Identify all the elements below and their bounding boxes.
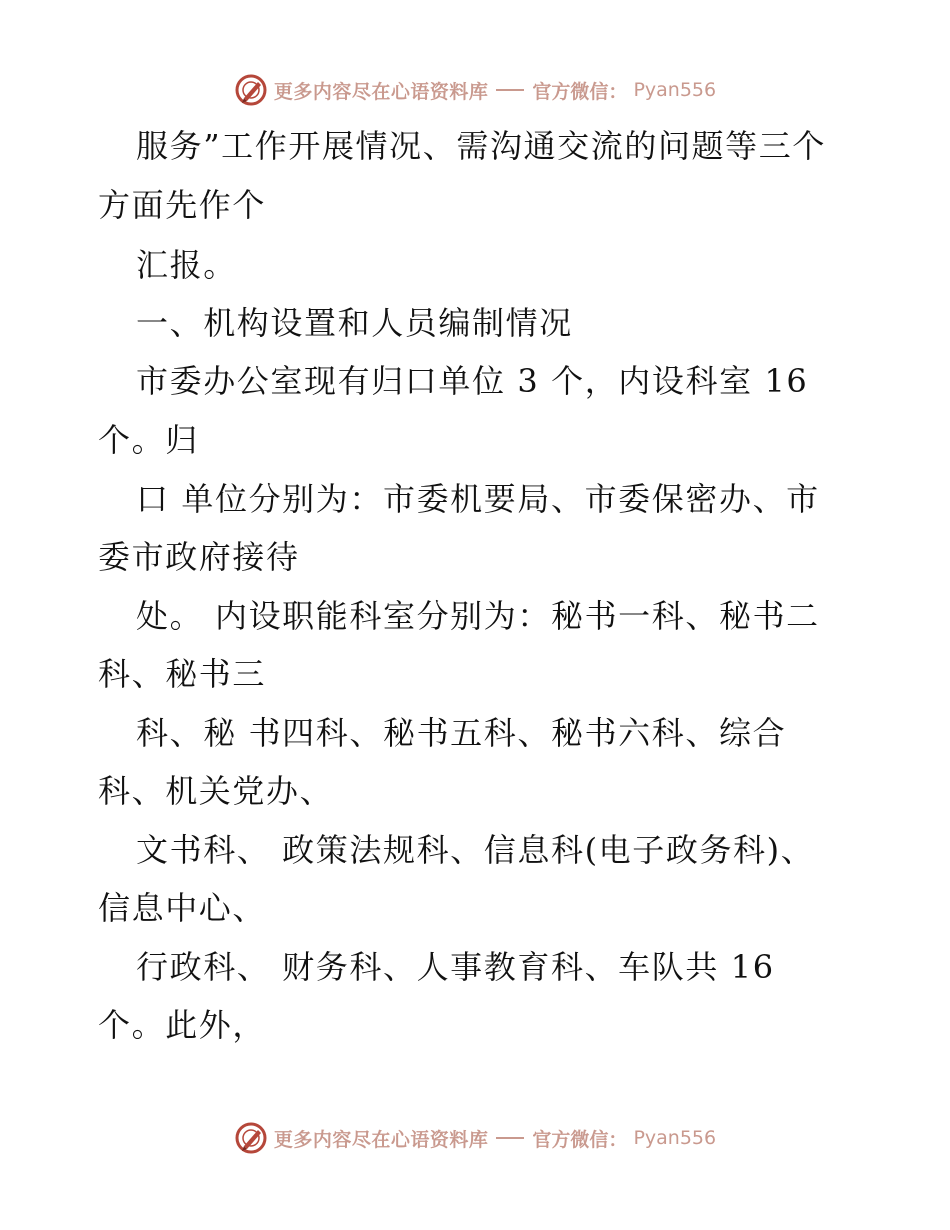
text-line: 科、秘书三 (98, 655, 267, 693)
banner-text: 更多内容尽在心语资料库 (273, 1128, 489, 1151)
text-line: 服务”工作开展情况、需沟通交流的问题等三个 (136, 127, 826, 165)
text-line: 个。此外， (98, 1006, 267, 1044)
banner-wechat-label: 官方微信： (532, 1128, 628, 1151)
text-line: 个。归 (98, 421, 199, 459)
banner-wechat-id: Pyan556 (633, 1127, 717, 1149)
section-heading: 一、机构设置和人员编制情况 (136, 304, 573, 342)
banner-divider (496, 89, 524, 91)
text-line: 委市政府接待 (98, 538, 300, 576)
banner-wechat-label: 官方微信： (532, 80, 628, 103)
text-line: 口 单位分别为：市委机要局、市委保密办、市 (136, 480, 820, 518)
text-line: 行政科、 财务科、人事教育科、车队共 16 (136, 948, 775, 986)
text-line: 文书科、 政策法规科、信息科(电子政务科)、 (136, 831, 815, 869)
banner-text: 更多内容尽在心语资料库 (273, 80, 489, 103)
pen-logo-icon (234, 73, 268, 107)
text-line: 科、秘 书四科、秘书五科、秘书六科、综合 (136, 714, 787, 752)
text-line: 汇报。 (136, 246, 237, 284)
text-line: 科、机关党办、 (98, 772, 334, 810)
footer-banner (0, 1118, 950, 1158)
banner-divider (496, 1137, 524, 1139)
pen-logo-icon (234, 1121, 268, 1155)
banner-wechat-id: Pyan556 (633, 79, 717, 101)
header-banner (0, 70, 950, 110)
text-line: 方面先作个 (98, 186, 267, 224)
text-line: 信息中心、 (98, 889, 267, 927)
text-line: 市委办公室现有归口单位 3 个，内设科室 16 (136, 362, 809, 400)
text-line: 处。 内设职能科室分别为：秘书一科、秘书二 (136, 597, 820, 635)
